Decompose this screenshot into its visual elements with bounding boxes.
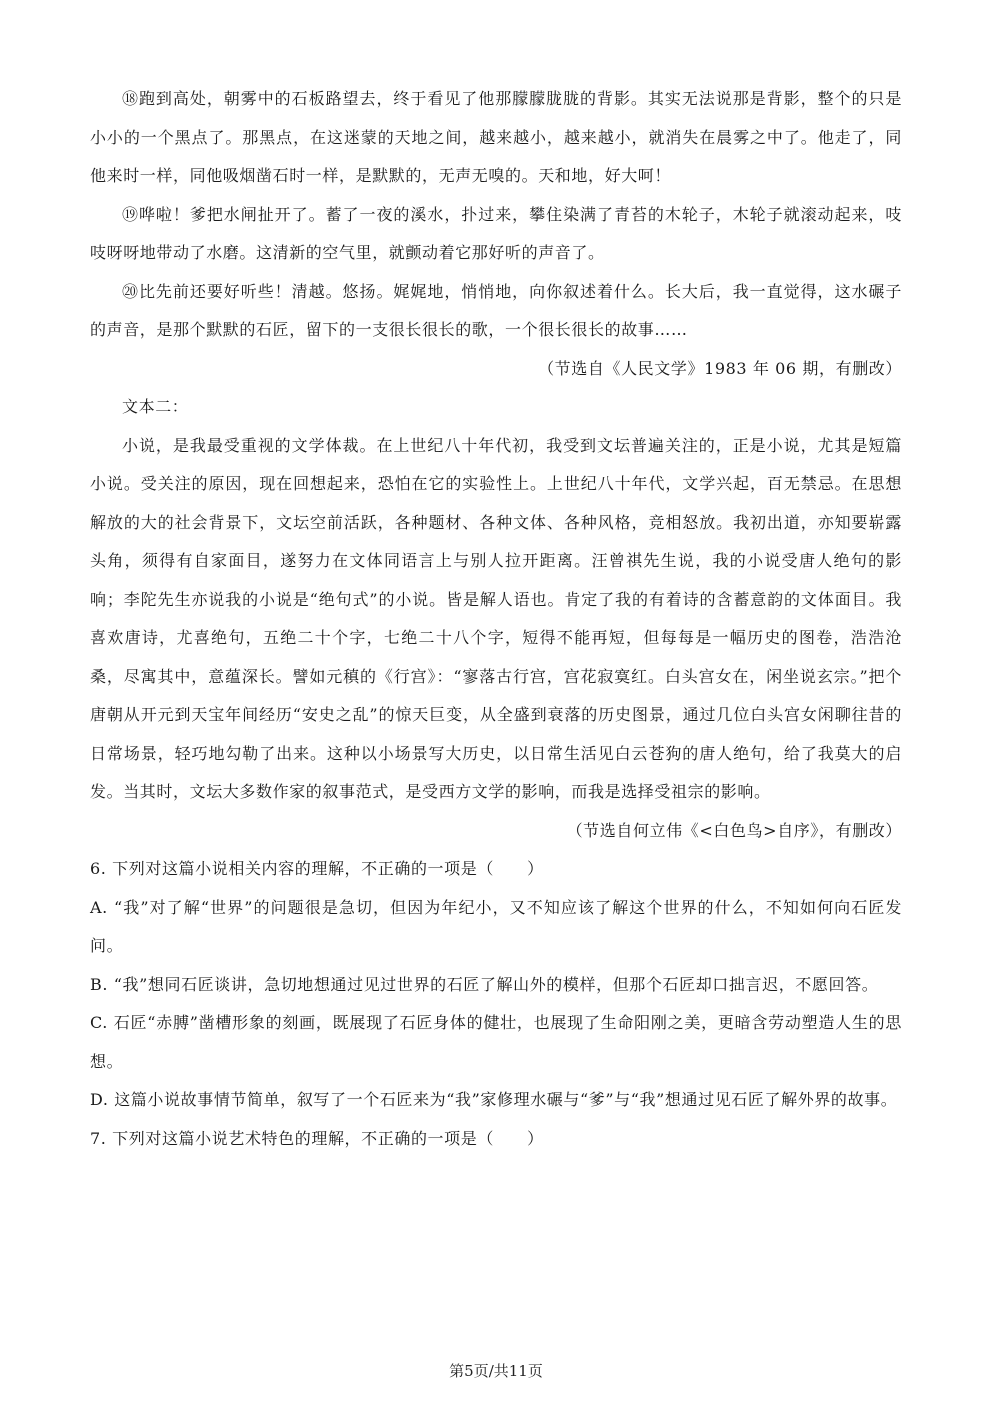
paragraph-18: ⑱跑到高处，朝雾中的石板路望去，终于看见了他那朦朦胧胧的背影。其实无法说那是背影，整个的只是小小的一个黑点了。那黑点，在这迷蒙的天地之间，越来越小，越来越小，就消失在晨雾之中了。他走了，同他来时一样，同他吸烟凿石时一样，是默默的，无声无嗅的。天和地，好大呵！	[90, 89, 902, 185]
page-number: 第5页/共11页	[449, 1362, 543, 1380]
text1-source: （节选自《人民文学》1983 年 06 期，有删改）	[538, 358, 902, 378]
question-6-option-d: D. 这篇小说故事情节简单，叙写了一个石匠来为“我”家修理水碾与“爹”与“我”想通过见石匠了解外界的故事。	[90, 1090, 898, 1109]
paragraph-20: ⑳比先前还要好听些！清越。悠扬。娓娓地，悄悄地，向你叙述着什么。长大后，我一直觉得，这水碾子的声音，是那个默默的石匠，留下的一支很长很长的歌，一个很长很长的故事……	[90, 281, 902, 339]
text2-source: （节选自何立伟《<白色鸟>自序》，有删改）	[566, 820, 902, 840]
question-7-stem: 7. 下列对这篇小说艺术特色的理解，不正确的一项是（ ）	[90, 1128, 544, 1148]
paragraph-19: ⑲哗啦！爹把水闸扯开了。蓄了一夜的溪水，扑过来，攀住染满了青苔的木轮子，木轮子就滚动起来，吱吱呀呀地带动了水磨。这清新的空气里，就颤动着它那好听的声音了。	[90, 204, 902, 262]
question-6-stem: 6. 下列对这篇小说相关内容的理解，不正确的一项是（ ）	[90, 859, 544, 878]
question-6-option-b: B. “我”想同石匠谈讲，急切地想通过见过世界的石匠了解山外的模样，但那个石匠却口拙言迟，不愿回答。	[90, 974, 879, 994]
document-content	[90, 80, 902, 1158]
text2-paragraph: 小说，是我最受重视的文学体裁。在上世纪八十年代初，我受到文坛普遍关注的，正是小说，尤其是短篇小说。受关注的原因，现在回想起来，恐怕在它的实验性上。上世纪八十年代，文学兴起，百无禁忌。在思想解放的大的社会背景下，文坛空前活跃，各种题材、各种文体、各种风格，竞相怒放。我初出道，亦知要崭露头角，须得有自家面目，遂努力在文体同语言上与别人拉开距离。汪曾祺先生说，我的小说受唐人绝句的影响；李陀先生亦说我的小说是“绝句式”的小说。皆是解人语也。肯定了我的有着诗的含蓄意韵的文体面目。我喜欢唐诗，尤喜绝句，五绝二十个字，七绝二十八个字，短得不能再短，但每每是一幅历史的图卷，浩浩沧桑，尽寓其中，意蕴深长。譬如元稹的《行宫》：“寥落古行宫，宫花寂寞红。白头宫女在，闲坐说玄宗。”把个唐朝从开元到天宝年间经历“安史之乱”的惊天巨变，从全盛到衰落的历史图景，通过几位白头宫女闲聊往昔的日常场景，轻巧地勾勒了出来。这种以小场景写大历史，以日常生活见白云苍狗的唐人绝句，给了我莫大的启发。当其时，文坛大多数作家的叙事范式，是受西方文学的影响，而我是选择受祖宗的影响。	[90, 435, 902, 801]
question-6-option-a: A. “我”对了解“世界”的问题很是急切，但因为年纪小，又不知应该了解这个世界的什么，不知如何向石匠发问。	[90, 897, 902, 955]
question-6-option-c: C. 石匠“赤膊”凿槽形象的刻画，既展现了石匠身体的健壮，也展现了生命阳刚之美，更暗含劳动塑造人生的思想。	[90, 1013, 902, 1071]
text2-heading: 文本二：	[122, 397, 189, 416]
